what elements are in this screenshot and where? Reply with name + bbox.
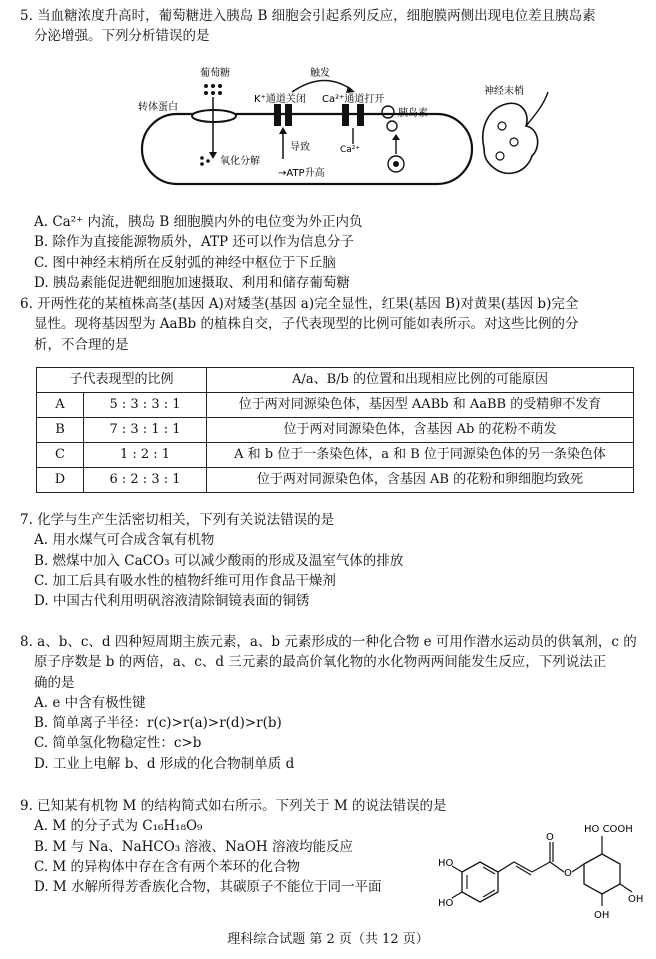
row-label: B (37, 418, 84, 443)
glucose-dots-icon (204, 84, 222, 95)
row-reason: 位于两对同源染色体，含基因 Ab 的花粉不萌发 (207, 418, 634, 443)
label-glucose: 葡萄糖 (200, 68, 230, 79)
q6-stem-line1: 6. 开两性花的某植株高茎(基因 A)对矮茎(基因 a)完全显性，红果(基因 B)对黄果(基因 b)完全 (20, 296, 579, 312)
cause-arrowhead-icon (279, 127, 287, 134)
cyclohexane-ring-icon (584, 854, 620, 894)
q9-option-c[interactable]: C. M 的异构体中存在含有两个苯环的化合物 (34, 858, 301, 875)
label-ester-o: O (564, 868, 572, 879)
q5-stem-line2: 分泌增强。下列分析错误的是 (34, 28, 210, 45)
nerve-vesicle-icon (510, 138, 518, 146)
q5-stem-line1: 5. 当血糖浓度升高时，葡萄糖进入胰岛 B 细胞会引起系列反应，细胞膜两侧出现电位差且胰岛素 (20, 8, 596, 24)
question-5-options (20, 212, 638, 293)
structure-formula-m (438, 818, 650, 930)
row-label: C (37, 443, 84, 468)
label-oh-right: OH (628, 894, 644, 905)
q5-option-a[interactable]: A. Ca²⁺ 内流，胰岛 B 细胞膜内外的电位变为外正内负 (34, 214, 363, 230)
row-ratio: 5 : 3 : 3 : 1 (84, 393, 207, 418)
q7-option-d[interactable]: D. 中国古代利用明矾溶液清除铜镜表面的铜锈 (34, 593, 310, 609)
ca-channel-right-icon (357, 104, 364, 126)
q9-option-b[interactable]: B. M 与 Na、NaHCO₃ 溶液、NaOH 溶液均能反应 (34, 838, 353, 855)
table-row[interactable] (37, 393, 634, 418)
table-row[interactable] (37, 418, 634, 443)
header-ratio: 子代表现型的比例 (37, 368, 207, 393)
ca-channel-left-icon (342, 104, 349, 126)
k-channel-right-icon (285, 104, 292, 126)
q8-stem-line2: 原子序数是 b 的两倍，a、c、d 三元素的最高价氧化物的水化物两两间能发生反应，下列说法正 (34, 654, 607, 671)
q7-option-a[interactable]: A. 用水煤气可合成含氧有机物 (34, 532, 215, 549)
label-ho-cooh: HO COOH (584, 824, 633, 835)
trigger-arrow (292, 80, 352, 92)
nerve-vesicle-icon (498, 122, 506, 130)
q5-option-b[interactable]: B. 除作为直接能源物质外，ATP 还可以作为信息分子 (34, 234, 354, 251)
label-ca-channel: Ca²⁺通道打开 (322, 94, 385, 105)
ratio-table (36, 367, 634, 493)
label-k-channel: K⁺通道关闭 (254, 94, 306, 105)
label-oh-bottom: OH (594, 910, 610, 921)
insulin-secretion-diagram (134, 64, 574, 206)
label-oxidation: 氧化分解 (220, 156, 260, 167)
q8-option-a[interactable]: A. e 中含有极性键 (34, 694, 146, 711)
exocytosis-arrowhead-icon (392, 134, 400, 140)
label-trigger: 触发 (310, 68, 330, 79)
q9-stem-line1: 9. 已知某有机物 M 的结构简式如右所示。下列关于 M 的说法错误的是 (20, 798, 447, 814)
q6-stem-line2: 显性。现将基因型为 AaBb 的植株自交，子代表现型的比例可能如表所示。对这些比例的分 (34, 316, 579, 333)
question-7 (20, 510, 638, 611)
label-cause: 导致 (290, 142, 310, 153)
aromatic-bond-icon (483, 867, 495, 874)
q8-stem-line3: 确的是 (34, 674, 75, 691)
question-6 (20, 294, 638, 355)
row-reason: 位于两对同源染色体，含基因 AB 的花粉和卵细胞均致死 (207, 468, 634, 493)
bond-icon (452, 866, 462, 872)
q8-stem-line1: 8. a、b、c、d 四种短周期主族元素，a、b 元素形成的一种化合物 e 可用作潜水运动员的供氧剂，c 的 (20, 634, 637, 650)
table-row[interactable] (37, 443, 634, 468)
label-nerve: 神经末梢 (484, 86, 524, 97)
q8-option-d[interactable]: D. 工业上电解 b、d 形成的化合物制单质 d (34, 755, 295, 772)
aromatic-bond-icon (483, 890, 495, 897)
transporter-icon (192, 110, 236, 122)
header-reason: A/a、B/b 的位置和出现相应比例的可能原因 (207, 368, 634, 393)
nerve-vesicle-icon (496, 152, 504, 160)
q8-option-b[interactable]: B. 简单离子半径：r(c)>r(a)>r(d)>r(b) (34, 715, 282, 731)
q7-option-b[interactable]: B. 燃煤中加入 CaCO₃ 可以减少酸雨的形成及温室气体的排放 (34, 552, 404, 569)
q9-option-a[interactable]: A. M 的分子式为 C₁₆H₁₈O₉ (34, 818, 203, 835)
k-channel-left-icon (274, 104, 281, 126)
q8-option-c[interactable]: C. 简单氢化物稳定性：c>b (34, 735, 202, 752)
glucose-arrowhead-icon (209, 152, 217, 159)
q5-option-c[interactable]: C. 图中神经末梢所在反射弧的神经中枢位于下丘脑 (34, 254, 336, 271)
vesicle-core-icon (393, 161, 399, 167)
row-label: D (37, 468, 84, 493)
q6-stem-line3: 析，不合理的是 (34, 336, 129, 353)
vesicle-icon (382, 106, 394, 118)
label-transporter: 转体蛋白 (138, 102, 178, 113)
nerve-ending-icon (483, 103, 538, 173)
row-label: A (37, 393, 84, 418)
q5-option-d[interactable]: D. 胰岛素能促进靶细胞加速摄取、利用和储存葡萄糖 (34, 274, 350, 291)
row-ratio: 1 : 2 : 1 (84, 443, 207, 468)
label-atp: →ATP升高 (278, 168, 325, 179)
q9-option-d[interactable]: D. M 水解所得芳香族化合物，其碳原子不能位于同一平面 (34, 879, 382, 895)
bond-icon (572, 864, 584, 872)
glucose-inside-dots-icon (200, 156, 210, 166)
label-ca-ion: Ca²⁺ (340, 145, 361, 155)
label-ho-upper: HO (438, 858, 454, 869)
row-reason: A 和 b 位于一条染色体，a 和 B 位于同源染色体的另一条染色体 (207, 443, 634, 468)
row-ratio: 6 : 2 : 3 : 1 (84, 468, 207, 493)
vesicle-icon (387, 121, 397, 131)
label-carbonyl-o: O (546, 832, 554, 843)
table-header-row (37, 368, 634, 393)
bond-icon (452, 892, 462, 898)
bond-icon (550, 862, 564, 872)
question-5 (20, 6, 638, 47)
q7-stem-line1: 7. 化学与生产生活密切相关，下列有关说法错误的是 (20, 512, 335, 528)
question-8 (20, 632, 638, 774)
row-reason: 位于两对同源染色体，基因型 AABb 和 AaBB 的受精卵不发育 (207, 393, 634, 418)
label-insulin: 胰岛素 (398, 108, 428, 119)
label-ho-lower: HO (438, 898, 454, 909)
q7-option-c[interactable]: C. 加工后具有吸水性的植物纤维可用作食品干燥剂 (34, 572, 336, 589)
page-footer: 理科综合试题 第 2 页（共 12 页） (227, 932, 429, 947)
nerve-axon-icon (526, 92, 548, 126)
bond-icon (620, 884, 632, 892)
table-row[interactable] (37, 468, 634, 493)
row-ratio: 7 : 3 : 1 : 1 (84, 418, 207, 443)
